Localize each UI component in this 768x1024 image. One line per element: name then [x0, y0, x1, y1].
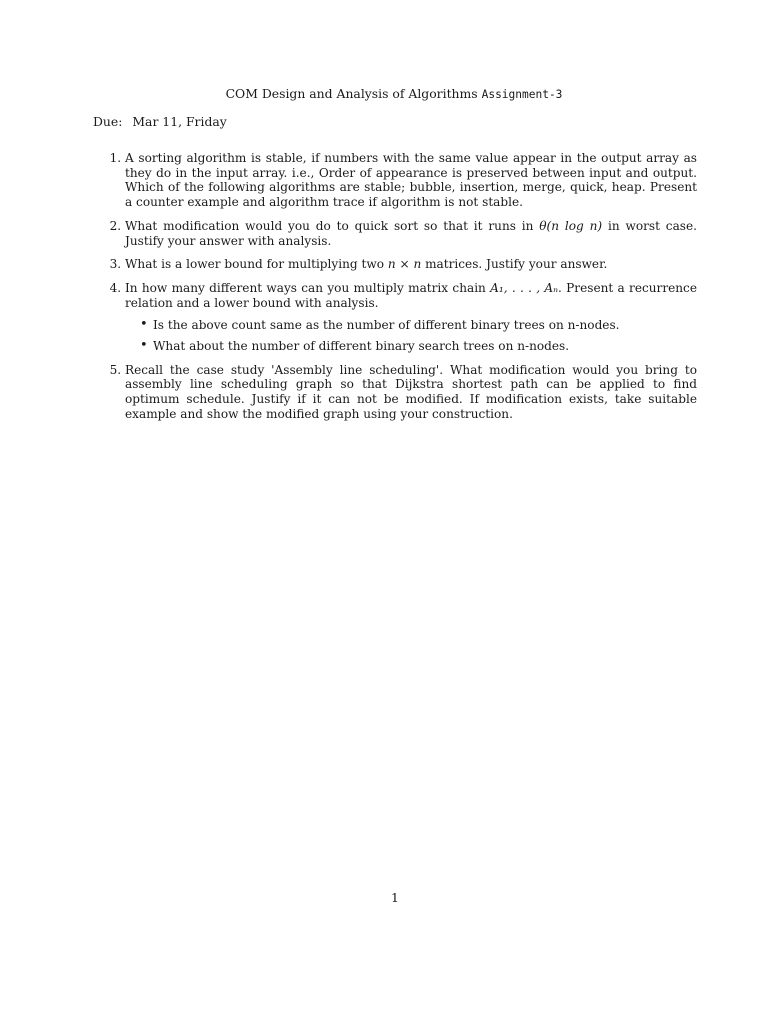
question-2 — [125, 219, 697, 248]
question-list — [93, 151, 697, 431]
question-2-text-before: What modification would you do to quick sort so that it runs in — [125, 218, 540, 233]
question-5 — [125, 363, 697, 422]
question-3-text-before: What is a lower bound for multiplying two — [125, 257, 388, 272]
title-text: COM Design and Analysis of Algorithms — [225, 86, 478, 101]
due-label: Due: — [93, 114, 123, 129]
due-line — [93, 114, 227, 129]
question-3-math: n × n — [387, 257, 422, 272]
question-4-text-after: . Present a recurrence relation and a lower bound with analysis. — [125, 280, 697, 310]
question-3-text-after: matrices. Justify your answer. — [421, 257, 608, 272]
assignment-code: Assignment-3 — [481, 88, 563, 101]
page-number: 1 — [391, 890, 399, 905]
bullet-item: • What about the number of different binary search trees on n-nodes. — [153, 339, 697, 354]
page-title — [0, 86, 768, 101]
question-2-text-after: in worst case. Justify your answer with analysis. — [125, 218, 697, 248]
question-3 — [125, 257, 697, 272]
question-1-text: A sorting algorithm is stable, if numbers with the same value appear in the output array as they do in the input array. i.e., Order of appearance is preserved between input and output. Which of the following algorithms are stable; bubble, insertion, merge, quick, heap. Present a counter example and algorithm trace if algorithm is not stable. — [125, 151, 697, 210]
question-4-text-before: In how many different ways can you multiply matrix chain — [125, 280, 491, 295]
bullet-item: • Is the above count same as the number of different binary trees on n-nodes. — [153, 318, 697, 333]
question-1 — [125, 151, 697, 210]
question-4 — [125, 281, 697, 354]
question-4-bullets — [125, 318, 697, 353]
question-5-text: Recall the case study 'Assembly line scheduling'. What modification would you bring to assembly line scheduling graph so that Dijkstra shortest path can be applied to find optimum schedule. Justify if it can not be modified. If modification exists, take suitable example and show the modified graph using your construction. — [125, 362, 697, 421]
question-4-math: A₁, . . . , Aₙ — [490, 280, 559, 295]
due-date: Mar 11, Friday — [132, 114, 227, 129]
question-2-math: θ(n log n) — [539, 218, 603, 233]
